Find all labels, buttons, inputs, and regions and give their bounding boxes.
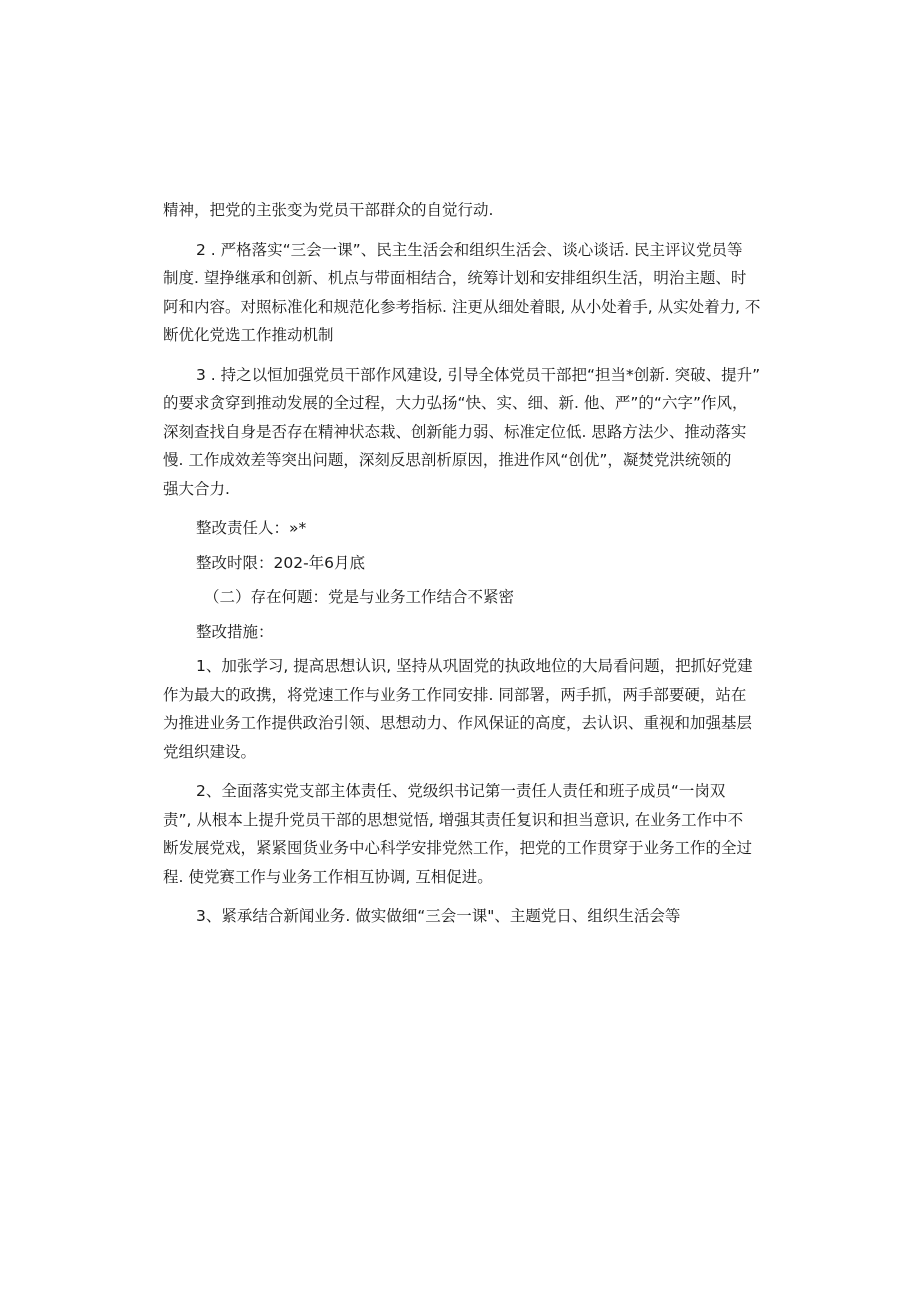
measure-2 (163, 777, 763, 891)
text-line: 断发展党戏，紧紧囤货业务中心科学安排党然工作，把党的工作贯穿于业务工作的全过 (163, 839, 753, 857)
measure-3 (163, 902, 763, 931)
text-line: 慢. 工作成效差等突出问题，深刻反思剖析原因，推进作风“创优”，凝焚党洪统领的 (163, 451, 732, 469)
document-body (163, 196, 763, 942)
text-line: 强大合力. (163, 479, 230, 498)
text-line: 2 . 严格落实“三会一课”、民主生活会和组织生活会、谈心谈话. 民主评议党员等 (196, 240, 743, 259)
measure-1 (163, 652, 763, 766)
text-line: 1、加张学习, 提高思想认识, 坚持从巩固党的执政地位的大局看问题，把抓好党建 (196, 657, 753, 675)
text-line: 为推进业务工作提供政治引领、思想动力、作风保证的高度，去认识、重视和加强基层 (163, 714, 753, 732)
text-line: 责”, 从根本上提升党员干部的思想觉悟, 增强其责任复识和担当意识, 在业务工作中不 (163, 810, 744, 829)
measures-label: 整改措施： (196, 622, 274, 641)
text-line: 党组织建设。 (163, 742, 257, 761)
text-line: 3 . 持之以恒加强党员干部作风建设, 引导全体党员干部把“担当*创新. 突破、提升” (196, 365, 761, 384)
paragraph-item-2 (163, 236, 763, 350)
text-line: 断优化党选工作推动机制 (163, 326, 334, 344)
text-line: 的要求贪穿到推动发展的全过程，大力弘扬“快、实、细、新. 他、严”的“六字”作风， (163, 394, 748, 412)
text-line: 阿和内容。对照标准化和规范化参考指标. 注更从细处着眼, 从小处着手, 从实处着力, 不 (163, 297, 761, 316)
text-line: 制度. 望挣继承和创新、机点与带面相结合，统筹计划和安排组织生活，明治主题、时 (163, 269, 747, 287)
text-line: 深刻查找自身是否存在精神状态栽、创新能力弱、标准定位低. 思路方法少、推动落实 (163, 422, 747, 441)
text-line: 2、全面落实党支部主体责任、党级织书记第一责任人责任和班子成员“一岗双 (196, 782, 726, 800)
text-line: 程. 使党赛工作与业务工作相互协调, 互相促进。 (163, 867, 493, 886)
paragraph-intro (163, 196, 763, 225)
text-line: 作为最大的政携，将党速工作与业务工作同安排. 同部署，两手抓，两手部要硬，站在 (163, 685, 747, 704)
text-line: 3、紧承结合新闻业务. 做实做细“三会一课"、主题党日、组织生活会等 (196, 907, 681, 925)
responsible-person: 整改责任人：»* (196, 519, 307, 537)
paragraph-item-3 (163, 361, 763, 504)
deadline: 整改时限：202-年6月底 (196, 553, 366, 572)
text-line: 精神，把党的主张变为党员干部群众的自觉行动. (163, 201, 494, 219)
issue-heading: （二）存在何题：党是与业务工作结合不紧密 (204, 588, 515, 606)
